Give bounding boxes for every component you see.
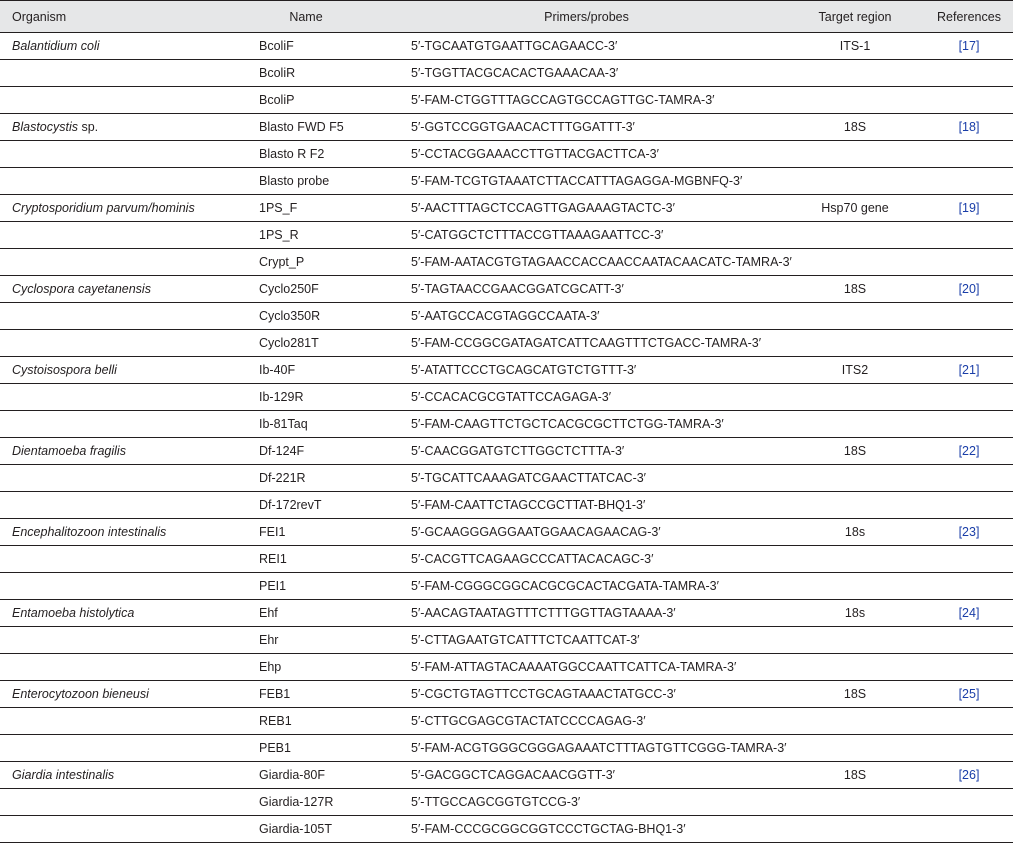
table-row xyxy=(0,546,1013,573)
target-region-cell xyxy=(785,303,925,330)
organism-name: Cyclospora cayetanensis xyxy=(12,282,151,296)
organism-name: Encephalitozoon intestinalis xyxy=(12,525,167,539)
name-cell: REI1 xyxy=(242,546,400,573)
primer-cell: 5′-TAGTAACCGAACGGATCGCATT-3′ xyxy=(400,276,785,303)
reference-cell xyxy=(925,168,1013,195)
primer-cell: 5′-GCAAGGGAGGAATGGAACAGAACAG-3′ xyxy=(400,519,785,546)
primer-cell: 5′-TGGTTACGCACACTGAAACAA-3′ xyxy=(400,60,785,87)
organism-cell xyxy=(0,600,242,627)
reference-cell: [22] xyxy=(925,438,1013,465)
organism-name: Dientamoeba fragilis xyxy=(12,444,126,458)
table-row xyxy=(0,708,1013,735)
table-row xyxy=(0,33,1013,60)
reference-cell xyxy=(925,411,1013,438)
organism-cell xyxy=(0,681,242,708)
organism-cell xyxy=(0,114,242,141)
name-cell: Cyclo281T xyxy=(242,330,400,357)
organism-cell xyxy=(0,546,242,573)
organism-cell xyxy=(0,222,242,249)
organism-cell xyxy=(0,330,242,357)
reference-cell xyxy=(925,708,1013,735)
target-region-cell: ITS2 xyxy=(785,357,925,384)
primer-cell: 5′-FAM-CAATTCTAGCCGCTTAT-BHQ1-3′ xyxy=(400,492,785,519)
target-region-cell xyxy=(785,141,925,168)
target-region-cell: 18S xyxy=(785,438,925,465)
table-row xyxy=(0,168,1013,195)
target-region-cell xyxy=(785,411,925,438)
reference-cell xyxy=(925,465,1013,492)
organism-name: Cryptosporidium parvum/hominis xyxy=(12,201,195,215)
target-region-cell xyxy=(785,249,925,276)
organism-cell xyxy=(0,87,242,114)
target-region-cell: 18S xyxy=(785,276,925,303)
organism-cell xyxy=(0,573,242,600)
table-row xyxy=(0,735,1013,762)
name-cell: BcoliP xyxy=(242,87,400,114)
table-row xyxy=(0,303,1013,330)
name-cell: BcoliF xyxy=(242,33,400,60)
reference-cell: [24] xyxy=(925,600,1013,627)
primer-cell: 5′-CTTGCGAGCGTACTATCCCCAGAG-3′ xyxy=(400,708,785,735)
primer-cell: 5′-GACGGCTCAGGACAACGGTT-3′ xyxy=(400,762,785,789)
organism-name: Giardia intestinalis xyxy=(12,768,115,782)
organism-cell xyxy=(0,492,242,519)
name-cell: Giardia-80F xyxy=(242,762,400,789)
primer-cell: 5′-TGCAATGTGAATTGCAGAACC-3′ xyxy=(400,33,785,60)
primer-cell: 5′-ATATTCCCTGCAGCATGTCTGTTT-3′ xyxy=(400,357,785,384)
target-region-cell xyxy=(785,384,925,411)
organism-name: Entamoeba histolytica xyxy=(12,606,135,620)
target-region-cell xyxy=(785,789,925,816)
name-cell: Df-221R xyxy=(242,465,400,492)
name-cell: REB1 xyxy=(242,708,400,735)
reference-cell xyxy=(925,627,1013,654)
table-row xyxy=(0,627,1013,654)
table-row xyxy=(0,114,1013,141)
organism-cell xyxy=(0,357,242,384)
reference-cell xyxy=(925,330,1013,357)
organism-name: Balantidium coli xyxy=(12,39,100,53)
table-row xyxy=(0,60,1013,87)
name-cell: PEI1 xyxy=(242,573,400,600)
name-cell: BcoliR xyxy=(242,60,400,87)
reference-cell xyxy=(925,141,1013,168)
primer-cell: 5′-CGCTGTAGTTCCTGCAGTAAACTATGCC-3′ xyxy=(400,681,785,708)
organism-name: Enterocytozoon bieneusi xyxy=(12,687,149,701)
table-row xyxy=(0,222,1013,249)
primer-cell: 5′-FAM-ATTAGTACAAAATGGCCAATTCATTCA-TAMRA-3′ xyxy=(400,654,785,681)
target-region-cell xyxy=(785,816,925,843)
table-row xyxy=(0,681,1013,708)
primer-cell: 5′-CACGTTCAGAAGCCCATTACACAGC-3′ xyxy=(400,546,785,573)
target-region-cell: ITS-1 xyxy=(785,33,925,60)
name-cell: Ehf xyxy=(242,600,400,627)
table-body xyxy=(0,33,1013,843)
organism-cell xyxy=(0,816,242,843)
primer-cell: 5′-FAM-CGGGCGGCACGCGCACTACGATA-TAMRA-3′ xyxy=(400,573,785,600)
target-region-cell xyxy=(785,654,925,681)
primer-cell: 5′-FAM-AATACGTGTAGAACCACCAACCAATACAACATC-TAMRA-3′ xyxy=(400,249,785,276)
organism-cell xyxy=(0,627,242,654)
target-region-cell xyxy=(785,87,925,114)
primer-cell: 5′-FAM-CAAGTTCTGCTCACGCGCTTCTGG-TAMRA-3′ xyxy=(400,411,785,438)
primer-cell: 5′-FAM-CCCGCGGCGGTCCCTGCTAG-BHQ1-3′ xyxy=(400,816,785,843)
name-cell: FEB1 xyxy=(242,681,400,708)
name-cell: Df-172revT xyxy=(242,492,400,519)
reference-cell xyxy=(925,654,1013,681)
organism-cell xyxy=(0,168,242,195)
target-region-cell xyxy=(785,546,925,573)
target-region-cell xyxy=(785,60,925,87)
organism-cell xyxy=(0,762,242,789)
reference-cell xyxy=(925,384,1013,411)
organism-cell xyxy=(0,141,242,168)
table-row xyxy=(0,195,1013,222)
table-row xyxy=(0,600,1013,627)
organism-cell xyxy=(0,276,242,303)
target-region-cell: 18s xyxy=(785,519,925,546)
header-references: References xyxy=(925,1,1013,33)
primer-cell: 5′-FAM-ACGTGGGCGGGAGAAATCTTTAGTGTTCGGG-TAMRA-3′ xyxy=(400,735,785,762)
table-row xyxy=(0,87,1013,114)
primer-cell: 5′-AACTTTAGCTCCAGTTGAGAAAGTACTC-3′ xyxy=(400,195,785,222)
primer-cell: 5′-TGCATTCAAAGATCGAACTTATCAC-3′ xyxy=(400,465,785,492)
organism-suffix: sp. xyxy=(78,120,99,134)
organism-name: Blastocystis xyxy=(12,120,78,134)
header-row xyxy=(0,1,1013,33)
reference-cell: [25] xyxy=(925,681,1013,708)
table-row xyxy=(0,465,1013,492)
name-cell: FEI1 xyxy=(242,519,400,546)
primer-cell: 5′-CCTACGGAAACCTTGTTACGACTTCA-3′ xyxy=(400,141,785,168)
name-cell: Giardia-105T xyxy=(242,816,400,843)
target-region-cell: 18s xyxy=(785,600,925,627)
reference-cell xyxy=(925,60,1013,87)
name-cell: Blasto probe xyxy=(242,168,400,195)
name-cell: Blasto FWD F5 xyxy=(242,114,400,141)
primer-cell: 5′-CATGGCTCTTTACCGTTAAAGAATTCC-3′ xyxy=(400,222,785,249)
reference-cell xyxy=(925,816,1013,843)
table-row xyxy=(0,762,1013,789)
organism-cell xyxy=(0,465,242,492)
primer-cell: 5′-AATGCCACGTAGGCCAATA-3′ xyxy=(400,303,785,330)
primer-cell: 5′-CTTAGAATGTCATTTCTCAATTCAT-3′ xyxy=(400,627,785,654)
header-name: Name xyxy=(242,1,400,33)
table-row xyxy=(0,573,1013,600)
organism-cell xyxy=(0,60,242,87)
reference-cell: [18] xyxy=(925,114,1013,141)
table-row xyxy=(0,249,1013,276)
organism-cell xyxy=(0,33,242,60)
target-region-cell xyxy=(785,573,925,600)
organism-cell xyxy=(0,303,242,330)
reference-cell: [19] xyxy=(925,195,1013,222)
reference-cell: [26] xyxy=(925,762,1013,789)
reference-cell xyxy=(925,303,1013,330)
name-cell: Ib-81Taq xyxy=(242,411,400,438)
organism-name: Cystoisospora belli xyxy=(12,363,117,377)
reference-cell xyxy=(925,492,1013,519)
target-region-cell: Hsp70 gene xyxy=(785,195,925,222)
organism-cell xyxy=(0,708,242,735)
primer-cell: 5′-CAACGGATGTCTTGGCTCTTTA-3′ xyxy=(400,438,785,465)
reference-cell: [17] xyxy=(925,33,1013,60)
reference-cell xyxy=(925,546,1013,573)
organism-cell xyxy=(0,789,242,816)
reference-cell xyxy=(925,87,1013,114)
header-organism: Organism xyxy=(0,1,242,33)
name-cell: Df-124F xyxy=(242,438,400,465)
reference-cell: [20] xyxy=(925,276,1013,303)
organism-cell xyxy=(0,384,242,411)
target-region-cell xyxy=(785,330,925,357)
target-region-cell xyxy=(785,492,925,519)
primer-cell: 5′-TTGCCAGCGGTGTCCG-3′ xyxy=(400,789,785,816)
reference-cell xyxy=(925,573,1013,600)
organism-cell xyxy=(0,654,242,681)
reference-cell: [21] xyxy=(925,357,1013,384)
table-row xyxy=(0,654,1013,681)
table-row xyxy=(0,141,1013,168)
reference-cell xyxy=(925,789,1013,816)
table-row xyxy=(0,330,1013,357)
table-row xyxy=(0,411,1013,438)
target-region-cell xyxy=(785,708,925,735)
primer-cell: 5′-FAM-CCGGCGATAGATCATTCAAGTTTCTGACC-TAMRA-3′ xyxy=(400,330,785,357)
organism-cell xyxy=(0,438,242,465)
name-cell: Cyclo250F xyxy=(242,276,400,303)
table-row xyxy=(0,789,1013,816)
target-region-cell: 18S xyxy=(785,762,925,789)
reference-cell xyxy=(925,249,1013,276)
table-row xyxy=(0,816,1013,843)
header-primers: Primers/probes xyxy=(400,1,785,33)
name-cell: Ib-40F xyxy=(242,357,400,384)
name-cell: Ehp xyxy=(242,654,400,681)
reference-cell xyxy=(925,735,1013,762)
target-region-cell xyxy=(785,735,925,762)
name-cell: Blasto R F2 xyxy=(242,141,400,168)
primer-cell: 5′-CCACACGCGTATTCCAGAGA-3′ xyxy=(400,384,785,411)
target-region-cell: 18S xyxy=(785,114,925,141)
name-cell: Cyclo350R xyxy=(242,303,400,330)
name-cell: Ehr xyxy=(242,627,400,654)
primer-cell: 5′-AACAGTAATAGTTTCTTTGGTTAGTAAAA-3′ xyxy=(400,600,785,627)
name-cell: Ib-129R xyxy=(242,384,400,411)
organism-cell xyxy=(0,195,242,222)
reference-cell xyxy=(925,222,1013,249)
name-cell: 1PS_R xyxy=(242,222,400,249)
primer-cell: 5′-FAM-CTGGTTTAGCCAGTGCCAGTTGC-TAMRA-3′ xyxy=(400,87,785,114)
name-cell: PEB1 xyxy=(242,735,400,762)
organism-cell xyxy=(0,519,242,546)
table-row xyxy=(0,492,1013,519)
table-row xyxy=(0,276,1013,303)
table-row xyxy=(0,384,1013,411)
target-region-cell xyxy=(785,222,925,249)
target-region-cell: 18S xyxy=(785,681,925,708)
table-row xyxy=(0,438,1013,465)
header-target-region: Target region xyxy=(785,1,925,33)
table-row xyxy=(0,357,1013,384)
organism-cell xyxy=(0,411,242,438)
name-cell: 1PS_F xyxy=(242,195,400,222)
organism-cell xyxy=(0,735,242,762)
name-cell: Crypt_P xyxy=(242,249,400,276)
table-row xyxy=(0,519,1013,546)
target-region-cell xyxy=(785,168,925,195)
name-cell: Giardia-127R xyxy=(242,789,400,816)
reference-cell: [23] xyxy=(925,519,1013,546)
target-region-cell xyxy=(785,465,925,492)
primer-cell: 5′-FAM-TCGTGTAAATCTTACCATTTAGAGGA-MGBNFQ-3′ xyxy=(400,168,785,195)
primer-cell: 5′-GGTCCGGTGAACACTTTGGATTT-3′ xyxy=(400,114,785,141)
target-region-cell xyxy=(785,627,925,654)
organism-cell xyxy=(0,249,242,276)
